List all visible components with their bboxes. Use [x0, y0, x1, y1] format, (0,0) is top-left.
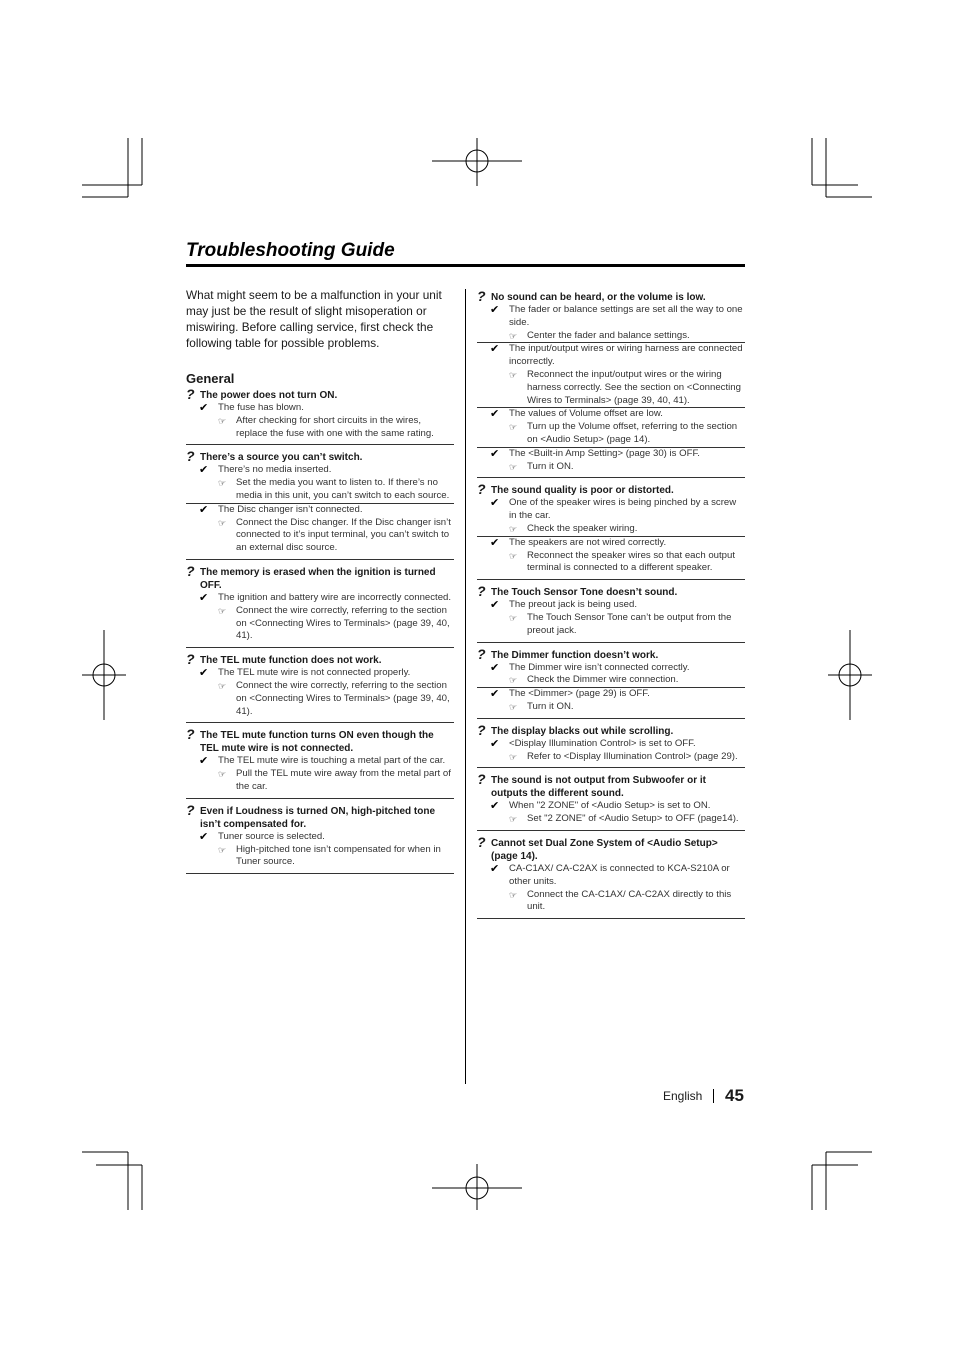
pointing-hand-icon: ☞	[218, 517, 227, 528]
cause-item	[477, 342, 745, 407]
checkmark-icon: ✔	[199, 402, 209, 414]
pointing-hand-icon: ☞	[509, 701, 518, 712]
issue-block	[477, 771, 745, 831]
issue-block	[186, 801, 454, 874]
question-mark-icon: ?	[477, 771, 486, 788]
cause-text: When "2 ZONE" of <Audio Setup> is set to ON.	[509, 800, 711, 812]
issue-heading	[477, 833, 745, 863]
remedy-text: The Touch Sensor Tone can’t be output from the preout jack.	[527, 611, 732, 636]
cause-text: The values of Volume offset are low.	[509, 408, 663, 420]
question-mark-icon: ?	[186, 651, 195, 668]
remedy-item	[218, 415, 454, 441]
question-mark-icon: ?	[477, 645, 486, 662]
cause-item	[477, 407, 745, 446]
pointing-hand-icon: ☞	[218, 769, 227, 780]
issue-heading	[477, 481, 745, 498]
remedy-text: Turn it ON.	[527, 460, 574, 472]
issue-block	[186, 562, 454, 648]
issue-block	[186, 726, 454, 798]
remedy-item	[218, 680, 454, 718]
pointing-hand-icon: ☞	[509, 612, 518, 623]
question-mark-icon: ?	[477, 481, 486, 498]
remedy-item	[218, 605, 454, 643]
pointing-hand-icon: ☞	[509, 751, 518, 762]
remedy-item	[218, 768, 454, 794]
remedy-text: Connect the Disc changer. If the Disc changer isn’t connected to it’s input terminal, you can’t switch to an external disc source.	[236, 516, 451, 554]
issue-title: No sound can be heard, or the volume is low.	[491, 292, 706, 303]
cause-text: The preout jack is being used.	[509, 599, 637, 611]
remedy-text: Pull the TEL mute wire away from the metal part of the car.	[236, 768, 451, 792]
issue-block	[477, 481, 745, 580]
remedy-text: Turn up the Volume offset, referring to the section on <Audio Setup> (page 14).	[527, 421, 738, 445]
remedy-text: Center the fader and balance settings.	[527, 329, 690, 341]
remedy-item	[218, 477, 454, 503]
remedy-item	[509, 612, 745, 638]
checkmark-icon: ✔	[490, 408, 500, 421]
pointing-hand-icon: ☞	[509, 369, 518, 380]
cause-text: The <Dimmer> (page 29) is OFF.	[509, 688, 650, 700]
cause-text: Tuner source is selected.	[218, 830, 325, 842]
remedy-item	[509, 701, 745, 714]
remedy-item	[509, 523, 745, 536]
issue-title: The display blacks out while scrolling.	[491, 725, 674, 737]
remedy-text: Reconnect the input/output wires or the wiring harness correctly. See the section on <Connecting Wires to Terminals> (page 39, 40, 41).	[527, 368, 741, 406]
issue-heading	[186, 801, 454, 831]
page-title: Troubleshooting Guide	[186, 240, 395, 261]
issue-title: There’s a source you can’t switch.	[200, 452, 363, 464]
issue-block	[477, 721, 745, 769]
remedy-text: Refer to <Display Illumination Control> (page 29).	[527, 750, 738, 762]
question-mark-icon: ?	[186, 448, 195, 465]
cause-item	[186, 464, 454, 502]
checkmark-icon: ✔	[490, 737, 500, 750]
cause-text: The TEL mute wire is not connected properly.	[218, 667, 411, 679]
remedy-text: Turn it ON.	[527, 700, 574, 712]
issue-title: The sound quality is poor or distorted.	[491, 485, 674, 497]
pointing-hand-icon: ☞	[509, 422, 518, 433]
cause-item	[477, 599, 745, 637]
remedy-text: Reconnect the speaker wires so that each output terminal is connected to a different speaker.	[527, 549, 735, 574]
cause-item	[477, 800, 745, 826]
issue-heading	[477, 583, 745, 600]
issue-title: The power does not turn ON.	[200, 390, 338, 401]
issue-block	[477, 833, 745, 919]
cause-item	[477, 447, 745, 474]
remedy-item	[218, 844, 454, 870]
issue-block	[477, 583, 745, 642]
cause-text: <Display Illumination Control> is set to OFF.	[509, 737, 696, 749]
cause-item	[477, 497, 745, 535]
remedy-text: After checking for short circuits in the wires, replace the fuse with one with the same rating.	[236, 414, 434, 439]
pointing-hand-icon: ☞	[509, 461, 518, 472]
cause-item	[477, 687, 745, 714]
cause-item	[186, 402, 454, 440]
pointing-hand-icon: ☞	[218, 415, 227, 426]
question-mark-icon: ?	[477, 721, 486, 738]
remedy-item	[509, 421, 745, 447]
pointing-hand-icon: ☞	[509, 550, 518, 561]
issue-heading	[186, 448, 454, 465]
issue-heading	[186, 562, 454, 592]
issue-block	[477, 645, 745, 719]
checkmark-icon: ✔	[490, 599, 500, 612]
remedy-item	[509, 674, 745, 687]
checkmark-icon: ✔	[490, 304, 500, 316]
checkmark-icon: ✔	[199, 830, 209, 843]
footer-separator	[713, 1089, 714, 1103]
cause-text: One of the speaker wires is being pinched by a screw in the car.	[509, 497, 737, 522]
remedy-item	[218, 517, 454, 555]
remedy-text: Set the media you want to listen to. If there’s no media in this unit, you can’t switch to each source.	[236, 477, 450, 501]
remedy-text: High-pitched tone isn’t compensated for when in Tuner source.	[236, 843, 441, 868]
question-mark-icon: ?	[477, 288, 486, 304]
cause-item	[477, 536, 745, 575]
remedy-text: Connect the wire correctly, referring to the section on <Connecting Wires to Terminals> (page 39, 40, 41).	[236, 604, 450, 642]
issue-title: The memory is erased when the ignition is turned OFF.	[200, 566, 436, 591]
remedy-item	[509, 461, 745, 474]
issue-title: Even if Loudness is turned ON, high-pitched tone isn’t compensated for.	[200, 805, 436, 830]
intro-paragraph: What might seem to be a malfunction in your unit may just be the result of slight misoperation or miswiring. Before calling service, first check the following table for possible problems.	[186, 288, 442, 350]
checkmark-icon: ✔	[490, 343, 500, 356]
cause-item	[186, 592, 454, 643]
footer-language: English	[663, 1089, 703, 1103]
issue-heading	[477, 721, 745, 738]
issue-block	[186, 651, 454, 723]
issue-block	[477, 288, 745, 478]
left-column	[186, 287, 454, 880]
issue-title: The sound is not output from Subwoofer or it outputs the different sound.	[491, 775, 706, 800]
pointing-hand-icon: ☞	[218, 680, 227, 691]
issue-heading	[186, 651, 454, 668]
cause-text: The <Built-in Amp Setting> (page 30) is OFF.	[509, 447, 700, 459]
cause-item	[477, 738, 745, 764]
checkmark-icon: ✔	[490, 661, 500, 674]
cause-item	[186, 667, 454, 718]
cause-item	[186, 755, 454, 793]
remedy-text: Connect the CA-C1AX/ CA-C2AX directly to this unit.	[527, 888, 732, 913]
question-mark-icon: ?	[477, 833, 486, 850]
question-mark-icon: ?	[186, 801, 195, 818]
remedy-item	[509, 889, 745, 915]
checkmark-icon: ✔	[199, 464, 209, 477]
cause-item	[477, 662, 745, 688]
checkmark-icon: ✔	[199, 591, 209, 604]
checkmark-icon: ✔	[490, 447, 500, 460]
pointing-hand-icon: ☞	[509, 889, 518, 900]
issue-block	[186, 386, 454, 445]
cause-text: The ignition and battery wire are incorrectly connected.	[218, 591, 452, 603]
remedy-text: Set "2 ZONE" of <Audio Setup> to OFF (page14).	[527, 813, 739, 825]
issue-title: Cannot set Dual Zone System of <Audio Setup> (page 14).	[491, 837, 718, 862]
remedy-item	[509, 330, 745, 343]
checkmark-icon: ✔	[199, 503, 209, 516]
pointing-hand-icon: ☞	[218, 478, 227, 489]
cause-text: The fader or balance settings are set all the way to one side.	[509, 304, 743, 328]
cause-text: The fuse has blown.	[218, 402, 304, 413]
checkmark-icon: ✔	[490, 800, 500, 813]
cause-text: The TEL mute wire is touching a metal part of the car.	[218, 755, 446, 767]
title-rule	[186, 264, 745, 267]
remedy-text: Check the Dimmer wire connection.	[527, 674, 679, 686]
pointing-hand-icon: ☞	[509, 330, 518, 341]
checkmark-icon: ✔	[490, 536, 500, 549]
cause-text: The Dimmer wire isn’t connected correctly.	[509, 661, 690, 673]
checkmark-icon: ✔	[199, 755, 209, 768]
remedy-item	[509, 751, 745, 764]
remedy-item	[509, 369, 745, 407]
checkmark-icon: ✔	[490, 862, 500, 875]
cause-text: The speakers are not wired correctly.	[509, 536, 667, 548]
checkmark-icon: ✔	[490, 688, 500, 701]
pointing-hand-icon: ☞	[509, 523, 518, 534]
issue-title: The Touch Sensor Tone doesn’t sound.	[491, 587, 678, 599]
remedy-item	[509, 813, 745, 826]
issue-title: The TEL mute function turns ON even though the TEL mute wire is not connected.	[200, 730, 434, 755]
checkmark-icon: ✔	[199, 667, 209, 680]
issue-heading	[186, 726, 454, 755]
pointing-hand-icon: ☞	[218, 605, 227, 616]
right-column	[477, 289, 745, 925]
cause-item	[186, 503, 454, 555]
issue-heading	[477, 288, 745, 304]
question-mark-icon: ?	[186, 386, 195, 402]
cause-item	[186, 831, 454, 869]
column-divider	[465, 289, 466, 1084]
cause-item	[477, 863, 745, 914]
right-issue-list	[477, 288, 745, 919]
pointing-hand-icon: ☞	[218, 844, 227, 855]
issue-heading	[477, 645, 745, 662]
remedy-text: Check the speaker wiring.	[527, 522, 638, 534]
issue-title: The TEL mute function does not work.	[200, 655, 382, 667]
question-mark-icon: ?	[186, 562, 195, 579]
issue-title: The Dimmer function doesn’t work.	[491, 649, 659, 661]
question-mark-icon: ?	[186, 726, 195, 743]
section-heading-general: General	[186, 371, 235, 386]
cause-text: There’s no media inserted.	[218, 464, 332, 476]
question-mark-icon: ?	[477, 583, 486, 600]
cause-item	[477, 304, 745, 342]
issue-heading	[186, 386, 454, 402]
pointing-hand-icon: ☞	[509, 675, 518, 686]
cause-text: CA-C1AX/ CA-C2AX is connected to KCA-S210A or other units.	[509, 862, 730, 887]
left-issue-list	[186, 386, 454, 874]
issue-block	[186, 448, 454, 560]
remedy-text: Connect the wire correctly, referring to the section on <Connecting Wires to Terminals> (page 39, 40, 41).	[236, 679, 450, 717]
page-number: 45	[725, 1086, 744, 1105]
remedy-item	[509, 550, 745, 576]
cause-text: The input/output wires or wiring harness are connected incorrectly.	[509, 343, 743, 368]
cause-text: The Disc changer isn’t connected.	[218, 503, 363, 515]
issue-heading	[477, 771, 745, 800]
pointing-hand-icon: ☞	[509, 814, 518, 825]
checkmark-icon: ✔	[490, 497, 500, 510]
